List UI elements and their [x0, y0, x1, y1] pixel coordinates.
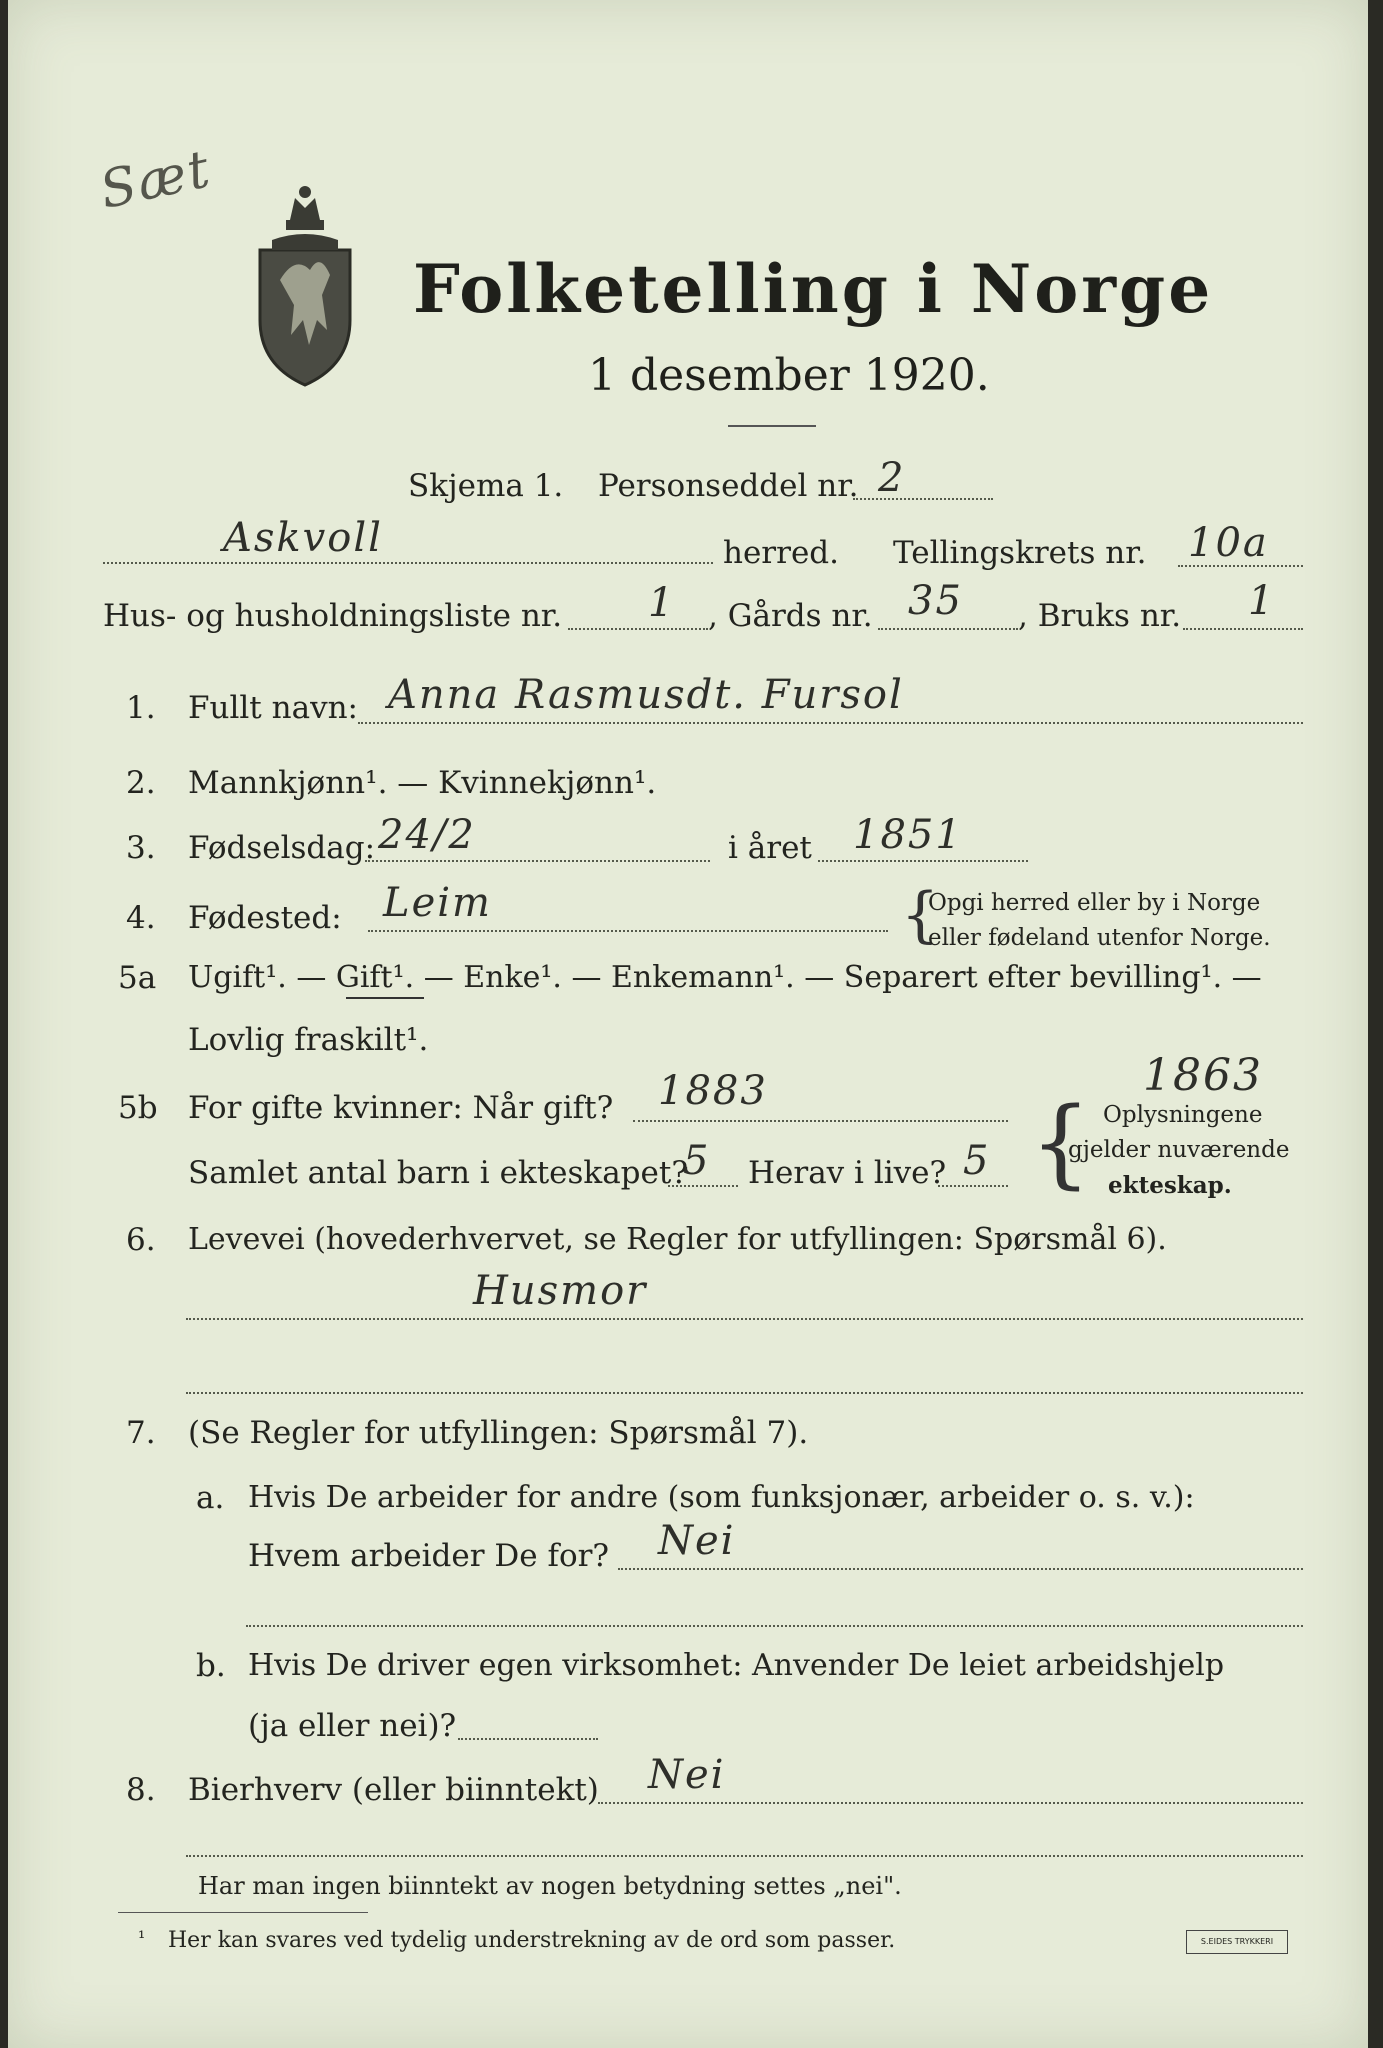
bruks-value: 1	[1248, 578, 1276, 624]
gards-label: , Gårds nr.	[708, 598, 873, 634]
q6-number: 6.	[126, 1222, 156, 1258]
q5b-value-alive: 5	[963, 1138, 991, 1184]
q5b-label-alive: Herav i live?	[748, 1155, 947, 1191]
footnote-divider	[118, 1912, 368, 1913]
q2-number: 2.	[126, 765, 156, 801]
q8-number: 8.	[126, 1772, 156, 1808]
form-title: Folketelling i Norge	[413, 250, 1214, 328]
q7-number: 7.	[126, 1415, 156, 1451]
q5b-note-3: ekteskap.	[1108, 1172, 1232, 1199]
q3-label: Fødselsdag:	[188, 830, 376, 866]
q7b-letter: b.	[196, 1648, 226, 1684]
q7a-value-employer: Nei	[658, 1518, 736, 1564]
q7a-line-1: Hvis De arbeider for andre (som funksjonær, arbeider o. s. v.):	[248, 1480, 1195, 1515]
q3-number: 3.	[126, 830, 156, 866]
herred-label: herred.	[723, 535, 839, 571]
q4-number: 4.	[126, 900, 156, 936]
q4-label: Fødested:	[188, 900, 342, 936]
tellingskrets-value: 10a	[1188, 520, 1269, 566]
tellingskrets-label: Tellingskrets nr.	[893, 535, 1147, 571]
schema-label: Skjema 1.	[408, 468, 564, 504]
q3-year-label: i året	[728, 830, 812, 866]
q8-label-side-income: Bierhverv (eller biinntekt)	[188, 1772, 599, 1808]
census-form-page	[8, 0, 1368, 2048]
norway-coat-of-arms-icon	[250, 180, 360, 390]
q5b-value-married-year: 1883	[658, 1068, 768, 1114]
personseddel-value: 2	[878, 455, 906, 501]
footnote-mark: ¹	[138, 1928, 146, 1949]
q2-label-gender: Mannkjønn¹. — Kvinnekjønn¹.	[188, 765, 657, 801]
herred-value: Askvoll	[223, 515, 383, 561]
q5b-label-married: For gifte kvinner: Når gift?	[188, 1090, 614, 1126]
q1-value-full-name: Anna Rasmusdt. Fursol	[388, 672, 904, 718]
q4-note-1: Opgi herred eller by i Norge	[928, 890, 1261, 916]
bruks-label: , Bruks nr.	[1018, 598, 1182, 634]
q6-value-occupation: Husmor	[473, 1268, 648, 1314]
q3-value-year: 1851	[853, 812, 963, 858]
q3-value-birthday: 24/2	[378, 812, 476, 858]
footnote-text: Her kan svares ved tydelig understrekning av de ord som passer.	[168, 1928, 896, 1953]
q4-note-2: eller fødeland utenfor Norge.	[928, 925, 1271, 951]
q5a-marital-line-1: Ugift¹. — Gift¹. — Enke¹. — Enkemann¹. — Separert efter bevilling¹. —	[188, 960, 1262, 995]
personseddel-label: Personseddel nr.	[598, 468, 859, 504]
q5b-value-children: 5	[683, 1138, 711, 1184]
gards-value: 35	[908, 578, 963, 624]
form-date: 1 desember 1920.	[588, 350, 990, 401]
q5b-label-children: Samlet antal barn i ekteskapet?	[188, 1155, 688, 1191]
q4-value-birthplace: Leim	[383, 880, 492, 926]
brace: {	[901, 880, 940, 950]
footer-note: Har man ingen biinntekt av nogen betydning settes „nei".	[198, 1872, 902, 1900]
margin-note: Sæt	[94, 139, 217, 221]
q6-label-occupation: Levevei (hovederhvervet, se Regler for utfyllingen: Spørsmål 6).	[188, 1222, 1167, 1257]
q7a-line-2: Hvem arbeider De for?	[248, 1538, 610, 1574]
q5b-note-1: Oplysningene	[1103, 1102, 1263, 1128]
gift-underline	[346, 997, 424, 999]
q7a-letter: a.	[196, 1480, 225, 1516]
title-divider	[728, 425, 816, 427]
q7b-line-1: Hvis De driver egen virksomhet: Anvender De leiet arbeidshjelp	[248, 1648, 1225, 1683]
hus-label: Hus- og husholdningsliste nr.	[103, 598, 563, 634]
brace: {	[1030, 1087, 1092, 1199]
q8-value-side-income: Nei	[648, 1752, 726, 1798]
hus-value: 1	[648, 580, 676, 626]
printer-stamp: S.EIDES TRYKKERI	[1186, 1930, 1288, 1954]
q7-label: (Se Regler for utfyllingen: Spørsmål 7).	[188, 1415, 809, 1451]
q5a-number: 5a	[118, 960, 157, 996]
q1-number: 1.	[126, 690, 156, 726]
q5a-margin-year: 1863	[1143, 1050, 1263, 1101]
q5b-note-2: gjelder nuværende	[1068, 1137, 1290, 1163]
q5a-marital-line-2: Lovlig fraskilt¹.	[188, 1022, 429, 1058]
q7b-line-2: (ja eller nei)?	[248, 1708, 457, 1744]
q5b-number: 5b	[118, 1090, 158, 1126]
q1-label: Fullt navn:	[188, 690, 358, 726]
